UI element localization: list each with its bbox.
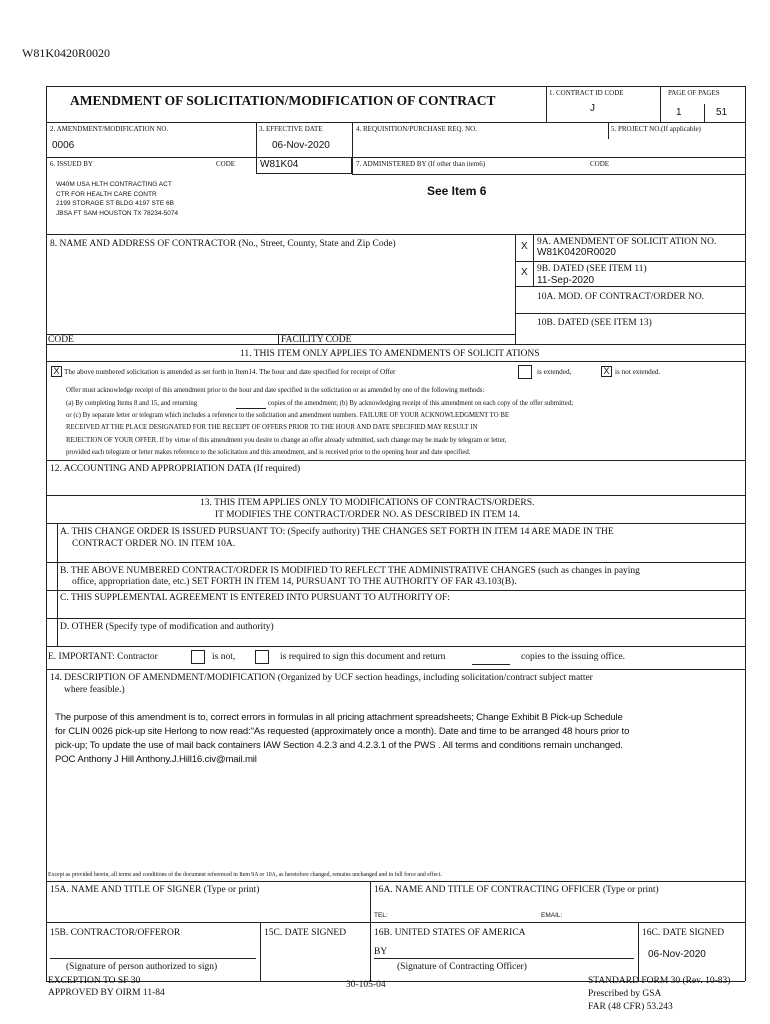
- item-16c-label: 16C. DATE SIGNED: [642, 928, 725, 938]
- issuer-address: W40M USA HLTH CONTRACTING ACT CTR FOR HEALTH CARE CONTR 2199 STORAGE ST BLDG 4197 STE 6B JBSA FT SAM HOUSTON TX 78234-5074: [56, 181, 179, 217]
- issued-by-label: 6. ISSUED BY: [50, 160, 93, 168]
- item-13a-line-1: A. THIS CHANGE ORDER IS ISSUED PURSUANT TO: (Specify authority) THE CHANGES SET FORTH IN ITEM 14 ARE MADE IN THE: [60, 527, 614, 537]
- not-extended-label: is not extended.: [615, 368, 661, 376]
- item-14-label-1: 14. DESCRIPTION OF AMENDMENT/MODIFICATION (Organized by UCF section headings, including solicitation/contract subject matter: [50, 673, 593, 683]
- item-16a-label: 16A. NAME AND TITLE OF CONTRACTING OFFICER (Type or print): [374, 885, 659, 895]
- email-label: EMAIL:: [541, 912, 563, 919]
- item-15c-label: 15C. DATE SIGNED: [264, 928, 347, 938]
- item-11-line-3: or (c) By separate letter or telegram which includes a reference to the solicitation and amendment numbers. FAILURE OF YOUR ACKNOWLEDGMENT TO BE: [66, 412, 510, 419]
- item-9a-value: W81K0420R0020: [537, 247, 616, 258]
- contract-id-code-value: J: [590, 103, 595, 114]
- footer-exception: EXCEPTION TO SF 30: [48, 976, 141, 986]
- item-13b-line-1: B. THE ABOVE NUMBERED CONTRACT/ORDER IS MODIFIED TO REFLECT THE ADMINISTRATIVE CHANGES (such as changes in paying: [60, 566, 640, 576]
- administered-by-value: See Item 6: [427, 184, 487, 198]
- requisition-label: 4. REQUISITION/PURCHASE REQ. NO.: [356, 125, 477, 133]
- footer-prescribed: Prescribed by GSA: [588, 989, 662, 999]
- page-count: 51: [716, 107, 728, 118]
- amended-checkbox[interactable]: X: [51, 366, 62, 377]
- effective-date-value: 06-Nov-2020: [272, 140, 330, 151]
- description-line-3: pick-up; To update the use of mail back containers IAW Section 4.2.3 and 4.2.3.1 of the PWS . All terms and conditions remain unchanged.: [55, 740, 623, 751]
- item-14-footer: Except as provided herein, all terms and conditions of the document referenced in Item 9A or 10A, as heretofore changed, remains unchanged and in full force and effect.: [48, 872, 442, 878]
- tel-label: TEL:: [374, 912, 388, 919]
- item-11-line-2b: copies of the amendment; (b) By acknowledging receipt of this amendment on each copy of the offer submitted;: [268, 400, 574, 407]
- issued-by-code: W81K04: [260, 159, 299, 170]
- item-e-label: E. IMPORTANT: Contractor: [48, 652, 158, 662]
- item-13-heading-1: 13. THIS ITEM APPLIES ONLY TO MODIFICATIONS OF CONTRACTS/ORDERS.: [200, 498, 535, 508]
- amendment-no-label: 2. AMENDMENT/MODIFICATION NO.: [50, 125, 169, 133]
- item-9b-label: 9B. DATED (SEE ITEM 11): [537, 264, 647, 274]
- by-label: BY: [374, 947, 388, 957]
- item-15b-label: 15B. CONTRACTOR/OFFEROR: [50, 928, 181, 938]
- is-not-checkbox[interactable]: [191, 650, 205, 664]
- is-required-checkbox[interactable]: [255, 650, 269, 664]
- item-11-line-6: provided each telegram or letter makes reference to the solicitation and this amendment, and is received prior to the opening hour and date specified.: [66, 449, 471, 456]
- item-16c-value: 06-Nov-2020: [648, 949, 706, 960]
- item-11-line-5: REJECTION OF YOUR OFFER. If by virtue of this amendment you desire to change an offer already submitted, such change may be made by telegram or letter,: [66, 437, 507, 444]
- item-11-line-2a: (a) By completing Items 8 and 15, and returning: [66, 400, 198, 407]
- item-10b-label: 10B. DATED (SEE ITEM 13): [537, 318, 652, 328]
- item-10a-label: 10A. MOD. OF CONTRACT/ORDER NO.: [537, 292, 705, 302]
- footer-form-name: STANDARD FORM 30 (Rev. 10-83): [588, 976, 731, 986]
- copies-label: copies to the issuing office.: [521, 652, 626, 662]
- item-13-heading-2: IT MODIFIES THE CONTRACT/ORDER NO. AS DESCRIBED IN ITEM 14.: [215, 510, 520, 520]
- administered-by-label: 7. ADMINISTERED BY (If other than item6): [356, 160, 486, 168]
- item-15a-label: 15A. NAME AND TITLE OF SIGNER (Type or print): [50, 885, 260, 895]
- item-13d: D. OTHER (Specify type of modification and authority): [60, 622, 274, 632]
- footer-code: 30-105-04: [346, 980, 386, 990]
- contract-id-code-label: 1. CONTRACT ID CODE: [549, 89, 624, 97]
- facility-code-label: FACILITY CODE: [281, 335, 352, 345]
- item-11-heading: 11. THIS ITEM ONLY APPLIES TO AMENDMENTS OF SOLICIT ATIONS: [240, 349, 540, 359]
- description-line-2: for CLIN 0026 pick-up site Herlong to now read:"As requested (approximately once a month). Date and time to be arranged 48 hours prior to: [55, 726, 630, 737]
- amended-text: The above numbered solicitation is amended as set forth in Item14. The hour and date specified for receipt of Offer: [64, 368, 396, 376]
- not-extended-checkbox[interactable]: X: [601, 366, 612, 377]
- description-line-4: POC Anthony J Hill Anthony.J.Hill16.civ@mail.mil: [55, 754, 257, 765]
- solicitation-id: W81K0420R0020: [22, 46, 110, 60]
- is-required-label: is required to sign this document and return: [280, 652, 446, 662]
- form-title: AMENDMENT OF SOLICITATION/MODIFICATION OF CONTRACT: [70, 93, 496, 108]
- description-line-1: The purpose of this amendment is to, correct errors in formulas in all pricing attachment spreadsheets; Change Exhibit B Pick-up Schedule: [55, 712, 623, 723]
- item-12-label: 12. ACCOUNTING AND APPROPRIATION DATA (If required): [50, 464, 301, 474]
- item-16b-label: 16B. UNITED STATES OF AMERICA: [374, 928, 526, 938]
- item-14-label-2: where feasible.): [64, 685, 125, 695]
- item-9b-value: 11-Sep-2020: [537, 275, 595, 286]
- project-no-label: 5. PROJECT NO.(If applicable): [611, 125, 701, 133]
- page-number: 1: [676, 107, 682, 118]
- item-9b-check: X: [521, 267, 528, 278]
- contractor-address-label: 8. NAME AND ADDRESS OF CONTRACTOR (No., Street, County, State and Zip Code): [50, 239, 396, 249]
- item-11-line-4: RECEIVED AT THE PLACE DESIGNATED FOR THE RECEIPT OF OFFERS PRIOR TO THE HOUR AND DATE SPECIFIED MAY RESULT IN: [66, 424, 478, 431]
- issued-by-code-label: CODE: [216, 160, 236, 168]
- page-of-pages-label: PAGE OF PAGES: [668, 89, 720, 97]
- item-9a-check: X: [521, 241, 528, 252]
- contractor-code-label: CODE: [48, 335, 74, 345]
- amendment-no-value: 0006: [52, 140, 75, 151]
- officer-signature-caption: (Signature of Contracting Officer): [397, 962, 527, 972]
- contractor-signature-caption: (Signature of person authorized to sign): [66, 962, 218, 972]
- footer-approved: APPROVED BY OIRM 11-84: [48, 988, 165, 998]
- item-13a-line-2: CONTRACT ORDER NO. IN ITEM 10A.: [72, 539, 236, 549]
- item-9a-label: 9A. AMENDMENT OF SOLICIT ATION NO.: [537, 237, 717, 247]
- effective-date-label: 3. EFFECTIVE DATE: [259, 125, 323, 133]
- footer-far: FAR (48 CFR) 53.243: [588, 1002, 673, 1012]
- is-not-label: is not,: [212, 652, 236, 662]
- item-13b-line-2: office, appropriation date, etc.) SET FORTH IN ITEM 14, PURSUANT TO THE AUTHORITY OF FAR 43.103(B).: [72, 577, 517, 587]
- item-13c: C. THIS SUPPLEMENTAL AGREEMENT IS ENTERED INTO PURSUANT TO AUTHORITY OF:: [60, 593, 450, 603]
- item-11-line-1: Offer must acknowledge receipt of this amendment prior to the hour and date specified in the solicitation or as amended by one of the following methods:: [66, 387, 485, 394]
- extended-label: is extended,: [537, 368, 572, 376]
- administered-by-code-label: CODE: [590, 160, 610, 168]
- extended-checkbox[interactable]: [518, 365, 532, 379]
